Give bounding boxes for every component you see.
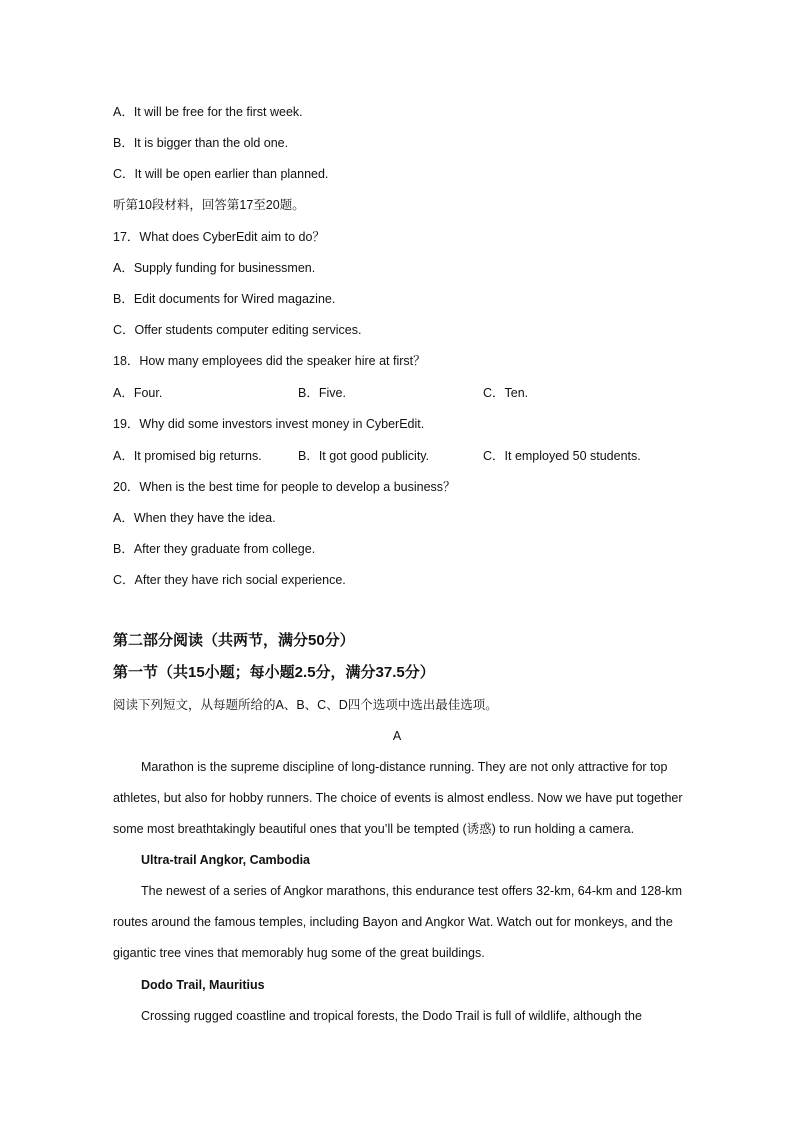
passage-angkor: The newest of a series of Angkor marathons, this endurance test offers 32-km, 64-km and 128-km routes around the famous temples, including Bayon and Angkor Wat. Watch out for monkeys, and the gigantic tree vines that memorably hug some of the great buildings. [113,884,683,960]
q18-option-c: C．Ten. [483,386,529,400]
q17-question: 17．What does CyberEdit aim to do？ [113,230,325,244]
q16-option-b: B．It is bigger than the old one. [113,136,289,150]
q18-question: 18．How many employees did the speaker hire at first？ [113,354,426,368]
q20-option-c: C．After they have rich social experience. [113,573,346,587]
passage-intro: Marathon is the supreme discipline of long-distance running. They are not only attractive for top athletes, but also for hobby runners. The choice of events is almost endless. Now we have put together some most breathtakingly beautiful ones that you’ll be tempted (诱惑) to run holding a camera. [113,760,683,836]
passage-label: A [392,729,402,743]
q19-option-b: B．It got good publicity. [298,449,430,463]
q19-option-a: A．It promised big returns. [113,449,262,463]
q19-option-c: C．It employed 50 students. [483,449,641,463]
q20-option-a: A．When they have the idea. [113,511,276,525]
heading-dodo: Dodo Trail, Mauritius [141,978,265,992]
q17-option-a: A．Supply funding for businessmen. [113,261,316,275]
q18-option-a: A．Four. [113,386,163,400]
material-10-instruction: 听第10段材料，回答第17至20题。 [113,198,305,212]
part2-title: 第二部分阅读（共两节，满分50分） [113,632,355,649]
q17-option-c: C．Offer students computer editing services. [113,323,362,337]
q20-option-b: B．After they graduate from college. [113,542,316,556]
q16-option-c: C．It will be open earlier than planned. [113,167,329,181]
q18-option-b: B．Five. [298,386,346,400]
q20-question: 20．When is the best time for people to develop a business？ [113,480,456,494]
section1-title: 第一节（共15小题；每小题2.5分，满分37.5分） [113,664,435,681]
q17-option-b: B．Edit documents for Wired magazine. [113,292,336,306]
q19-question: 19．Why did some investors invest money in CyberEdit. [113,417,425,431]
reading-instruction: 阅读下列短文，从每题所给的A、B、C、D四个选项中选出最佳选项。 [113,698,498,712]
passage-dodo: Crossing rugged coastline and tropical forests, the Dodo Trail is full of wildlife, although the [141,1009,642,1023]
q16-option-a: A．It will be free for the first week. [113,105,303,119]
heading-angkor: Ultra-trail Angkor, Cambodia [141,853,311,867]
